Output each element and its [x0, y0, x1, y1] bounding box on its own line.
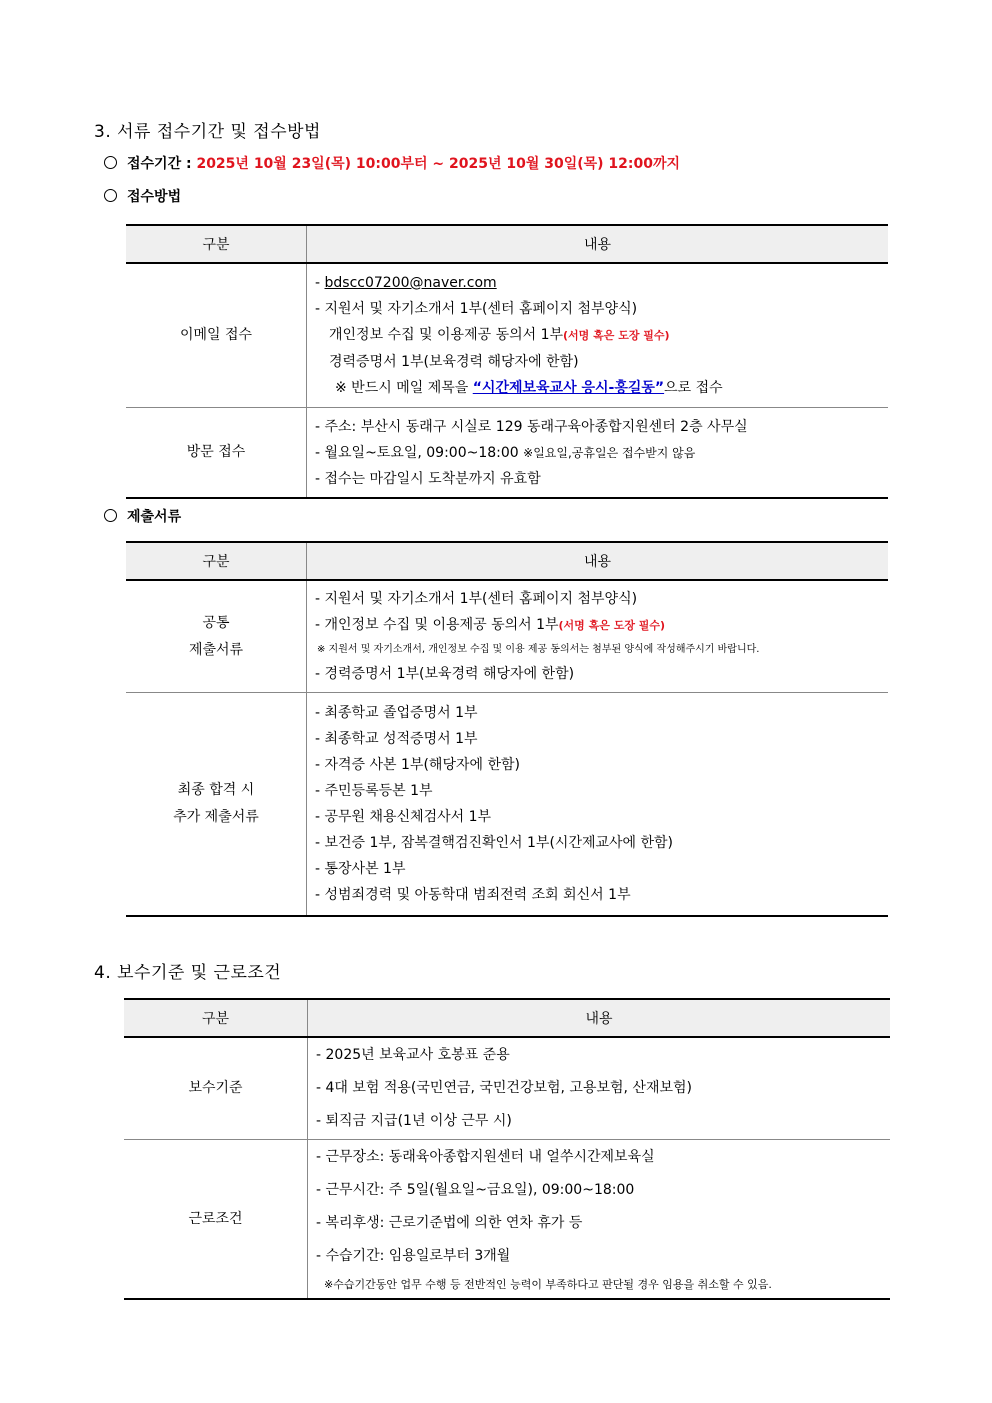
email-line-5 [315, 375, 887, 401]
dash: - [315, 275, 325, 291]
final-category-line2: 추가 제출서류 [173, 809, 259, 825]
list-item: - 4대 보험 적용(국민연금, 국민건강보험, 고용보험, 산재보험) [316, 1080, 692, 1096]
visit-line-1: - 주소: 부산시 동래구 시실로 129 동래구육아종합지원센터 2층 사무실 [315, 418, 748, 435]
list-item: - 근무장소: 동래육아종합지원센터 내 얼쑤시간제보육실 [316, 1149, 655, 1165]
email-content [307, 263, 889, 408]
table-row-pay [124, 1037, 890, 1140]
method-table [126, 224, 888, 499]
list-item: - 퇴직금 지급(1년 이상 근무 시) [316, 1113, 512, 1129]
visit-line-3: - 접수는 마감일시 도착분까지 유효함 [315, 470, 541, 487]
list-item: - 최종학교 졸업증명서 1부 [315, 705, 478, 721]
consent-text: - 개인정보 수집 및 이용제공 동의서 1부 [315, 617, 559, 633]
email-line-1 [315, 270, 887, 296]
signature-required-note: (서명 혹은 도장 필수) [558, 619, 666, 632]
email-category: 이메일 접수 [126, 263, 307, 408]
common-line-3: - 경력증명서 1부(보육경력 해당자에 한함) [315, 666, 575, 682]
email-address-link[interactable]: bdscc07200@naver.com [324, 275, 497, 291]
subject-note-post: 으로 접수 [664, 380, 723, 396]
list-item: - 주민등록등본 1부 [315, 783, 433, 799]
visit-closed-note: ※일요일,공휴일은 접수받지 않음 [523, 445, 696, 460]
email-line-2: - 지원서 및 자기소개서 1부(센터 홈페이지 첨부양식) [315, 301, 638, 317]
section4-title: 4. 보수기준 및 근로조건 [94, 963, 282, 983]
list-item: - 공무원 채용신체검사서 1부 [315, 809, 492, 825]
common-category [126, 580, 307, 693]
visit-content [307, 408, 889, 499]
probation-note: ※수습기간동안 업무 수행 등 전반적인 능력이 부족하다고 판단될 경우 임용을 취소할 수 있음. [324, 1278, 772, 1291]
email-line-3 [315, 322, 887, 349]
list-item: - 성범죄경력 및 아동학대 범죄전력 조회 회신서 1부 [315, 887, 631, 903]
period-value: 2025년 10월 23일(목) 10:00부터 ~ 2025년 10월 30일(목) 12:00까지 [196, 156, 681, 172]
list-item: - 자격증 사본 1부(해당자에 한함) [315, 757, 520, 773]
common-category-line2: 제출서류 [188, 641, 244, 658]
section3-title: 3. 서류 접수기간 및 접수방법 [94, 122, 321, 142]
period-bullet [104, 153, 680, 173]
table-row-email [126, 263, 888, 408]
circle-bullet-icon [104, 156, 117, 169]
subject-note-pre: ※ 반드시 메일 제목을 [335, 380, 473, 396]
docs-table-header [126, 542, 888, 580]
table-row-work [124, 1140, 890, 1300]
work-content [308, 1140, 891, 1300]
table-row-final [126, 693, 888, 917]
docs-label: 제출서류 [127, 509, 182, 525]
method-table-header [126, 225, 888, 263]
method-label: 접수방법 [127, 189, 182, 205]
list-item: - 보건증 1부, 잠복결핵검진확인서 1부(시간제교사에 한함) [315, 835, 674, 851]
pay-table-header [124, 999, 890, 1037]
common-line-1: - 지원서 및 자기소개서 1부(센터 홈페이지 첨부양식) [315, 591, 638, 607]
common-content [307, 580, 889, 693]
header-category: 구분 [124, 999, 308, 1037]
list-item: - 근무시간: 주 5일(월요일~금요일), 09:00~18:00 [316, 1182, 635, 1198]
email-line-4: 경력증명서 1부(보육경력 해당자에 한함) [329, 354, 579, 370]
circle-bullet-icon [104, 509, 117, 522]
header-category: 구분 [126, 542, 307, 580]
pay-table [124, 998, 890, 1300]
consent-text: 개인정보 수집 및 이용제공 동의서 1부 [329, 327, 564, 343]
docs-bullet [104, 506, 181, 526]
circle-bullet-icon [104, 189, 117, 202]
final-category-line1: 최종 합격 시 [177, 782, 255, 798]
list-item: - 최종학교 성적증명서 1부 [315, 731, 478, 747]
list-item: - 수습기간: 임용일로부터 3개월 [316, 1248, 511, 1264]
list-item: - 복리후생: 근로기준법에 의한 연차 휴가 등 [316, 1215, 583, 1231]
common-note: ※ 지원서 및 자기소개서, 개인정보 수집 및 이용 제공 동의서는 첨부된 양식에 작성해주시기 바랍니다. [317, 644, 760, 655]
visit-line-2 [315, 440, 887, 466]
visit-category: 방문 접수 [126, 408, 307, 499]
work-category: 근로조건 [124, 1140, 308, 1300]
common-category-line1: 공통 [202, 614, 230, 631]
final-category [126, 693, 307, 917]
list-item: - 통장사본 1부 [315, 861, 406, 877]
header-content: 내용 [307, 542, 889, 580]
method-bullet [104, 186, 181, 206]
table-row-common [126, 580, 888, 693]
visit-hours: - 월요일~토요일, 09:00~18:00 [315, 444, 524, 461]
pay-content [308, 1037, 891, 1140]
list-item: - 2025년 보육교사 호봉표 준용 [316, 1047, 510, 1063]
header-content: 내용 [308, 999, 891, 1037]
table-row-visit [126, 408, 888, 499]
common-line-2 [315, 612, 887, 639]
docs-table [126, 541, 888, 917]
signature-required-note: (서명 혹은 도장 필수) [563, 329, 670, 342]
final-content [307, 693, 889, 917]
header-category: 구분 [126, 225, 307, 263]
subject-example-link[interactable]: “시간제보육교사 응시-홍길동” [472, 380, 665, 396]
pay-category: 보수기준 [124, 1037, 308, 1140]
period-label: 접수기간 : [127, 156, 192, 172]
header-content: 내용 [307, 225, 889, 263]
